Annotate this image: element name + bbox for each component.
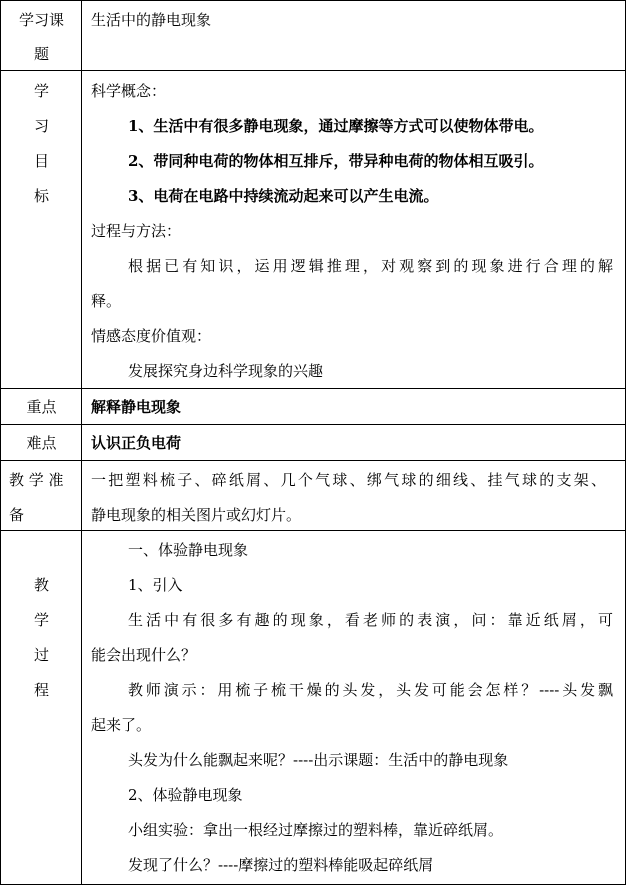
process-p1-line-1: 生活中有很多有趣的现象，看老师的表演，问：靠近纸屑，可 bbox=[128, 611, 613, 629]
prep-label-line-1: 教 学 准 bbox=[9, 471, 64, 489]
goals-label-char-1: 学 bbox=[33, 82, 49, 100]
topic-row bbox=[0, 0, 626, 70]
prep-content-cell bbox=[82, 461, 625, 530]
process-content-cell bbox=[82, 531, 625, 884]
sci-concept-heading: 科学概念： bbox=[91, 82, 167, 100]
prep-label-line-2: 备 bbox=[9, 506, 25, 524]
key-point-value-cell bbox=[82, 389, 625, 424]
difficulty-value-cell bbox=[82, 425, 625, 460]
goals-label-cell bbox=[1, 71, 82, 388]
topic-value: 生活中的静电现象 bbox=[91, 11, 212, 29]
key-point-row bbox=[0, 388, 626, 424]
sci-item-3: 3、电荷在电路中持续流动起来可以产生电流。 bbox=[128, 187, 439, 205]
goals-label-char-2: 习 bbox=[33, 117, 49, 135]
process-section-1: 一、体验静电现象 bbox=[128, 541, 249, 559]
prep-row bbox=[0, 460, 626, 530]
process-p3: 头发为什么能飘起来呢？----出示课题：生活中的静电现象 bbox=[128, 751, 509, 769]
topic-label-cell bbox=[1, 1, 82, 70]
process-label-char-3: 过 bbox=[33, 646, 49, 664]
key-point-label-cell bbox=[1, 389, 82, 424]
prep-line-1: 一把塑料梳子、碎纸屑、几个气球、绑气球的细线、挂气球的支架、 bbox=[91, 471, 606, 489]
goals-label-char-4: 标 bbox=[33, 187, 49, 205]
method-line-1: 根据已有知识，运用逻辑推理，对观察到的现象进行合理的解 bbox=[128, 257, 613, 275]
prep-line-2: 静电现象的相关图片或幻灯片。 bbox=[91, 506, 302, 524]
sci-item-1: 1、生活中有很多静电现象，通过摩擦等方式可以使物体带电。 bbox=[128, 117, 544, 135]
process-p1-line-2: 能会出现什么？ bbox=[91, 646, 197, 664]
method-heading: 过程与方法： bbox=[91, 222, 182, 240]
topic-label-line-2: 题 bbox=[33, 45, 49, 63]
method-line-2: 释。 bbox=[91, 292, 122, 310]
process-sub-2: 2、体验静电现象 bbox=[128, 786, 243, 804]
process-label-char-4: 程 bbox=[33, 681, 49, 699]
process-label-char-1: 教 bbox=[33, 576, 49, 594]
process-p2-line-2: 起来了。 bbox=[91, 716, 152, 734]
topic-value-cell bbox=[82, 1, 625, 70]
process-p5: 发现了什么？----摩擦过的塑料棒能吸起碎纸屑 bbox=[128, 856, 434, 874]
goals-label-char-3: 目 bbox=[33, 152, 49, 170]
sci-item-2: 2、带同种电荷的物体相互排斥，带异种电荷的物体相互吸引。 bbox=[128, 152, 544, 170]
process-p4: 小组实验：拿出一根经过摩擦过的塑料棒，靠近碎纸屑。 bbox=[128, 821, 504, 839]
process-label-char-2: 学 bbox=[33, 611, 49, 629]
difficulty-row bbox=[0, 424, 626, 460]
difficulty-label-cell bbox=[1, 425, 82, 460]
process-sub-1: 1、引入 bbox=[128, 576, 183, 594]
process-label-cell bbox=[1, 531, 82, 884]
prep-label-cell bbox=[1, 461, 82, 530]
emotion-text: 发展探究身边科学现象的兴趣 bbox=[128, 362, 324, 380]
goals-row bbox=[0, 70, 626, 388]
process-row bbox=[0, 530, 626, 885]
process-p2-line-1: 教师演示：用梳子梳干燥的头发，头发可能会怎样？----头发飘 bbox=[128, 681, 613, 699]
goals-content-cell bbox=[82, 71, 625, 388]
topic-label-line-1: 学习课 bbox=[18, 11, 64, 29]
key-point-label: 重点 bbox=[26, 398, 57, 416]
emotion-heading: 情感态度价值观： bbox=[91, 327, 212, 345]
difficulty-value: 认识正负电荷 bbox=[91, 434, 182, 452]
difficulty-label: 难点 bbox=[26, 434, 57, 452]
key-point-value: 解释静电现象 bbox=[91, 398, 182, 416]
